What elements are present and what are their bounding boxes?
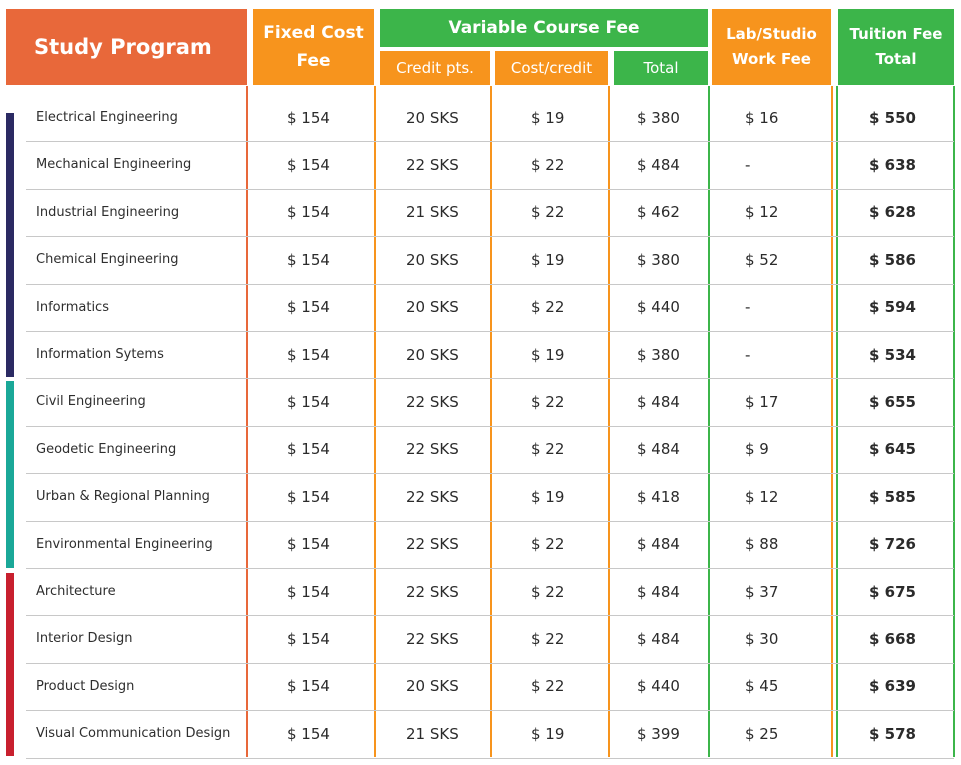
- tuition-total-cell: $ 726: [869, 535, 916, 554]
- lab-studio-fee-cell: $ 16: [745, 108, 779, 127]
- credit-points-cell: 20 SKS: [406, 298, 459, 317]
- variable-total-cell: $ 484: [637, 155, 680, 174]
- fixed-cost-fee-cell: $ 154: [287, 535, 330, 554]
- variable-total-cell: $ 399: [637, 724, 680, 743]
- program-name-cell: Informatics: [36, 299, 109, 315]
- credit-points-cell: 21 SKS: [406, 203, 459, 222]
- lab-studio-fee-cell: -: [745, 155, 751, 174]
- cost-per-credit-cell: $ 22: [531, 582, 565, 601]
- lab-studio-fee-cell: -: [745, 298, 751, 317]
- credit-points-cell: 22 SKS: [406, 392, 459, 411]
- credit-points-cell: 20 SKS: [406, 345, 459, 364]
- table-row: [26, 284, 954, 331]
- table-row: [26, 663, 954, 710]
- lab-studio-fee-cell: $ 25: [745, 724, 779, 743]
- fixed-cost-fee-cell: $ 154: [287, 392, 330, 411]
- header-cost-per-credit: Cost/credit: [495, 51, 608, 85]
- credit-points-cell: 22 SKS: [406, 629, 459, 648]
- cost-per-credit-cell: $ 22: [531, 677, 565, 696]
- lab-studio-fee-cell: $ 17: [745, 392, 779, 411]
- tuition-total-cell: $ 645: [869, 440, 916, 459]
- credit-points-cell: 22 SKS: [406, 440, 459, 459]
- fixed-cost-fee-cell: $ 154: [287, 677, 330, 696]
- cost-per-credit-cell: $ 19: [531, 724, 565, 743]
- fixed-cost-fee-cell: $ 154: [287, 582, 330, 601]
- credit-points-cell: 20 SKS: [406, 108, 459, 127]
- fixed-cost-fee-cell: $ 154: [287, 155, 330, 174]
- cost-per-credit-cell: $ 22: [531, 535, 565, 554]
- cost-per-credit-cell: $ 22: [531, 440, 565, 459]
- header-credit-pts: Credit pts.: [380, 51, 490, 85]
- table-row: [26, 615, 954, 662]
- header-lab-studio-work-fee: Lab/Studio Work Fee: [712, 9, 831, 85]
- variable-total-cell: $ 484: [637, 440, 680, 459]
- credit-points-cell: 20 SKS: [406, 250, 459, 269]
- fixed-cost-fee-cell: $ 154: [287, 440, 330, 459]
- variable-total-cell: $ 484: [637, 629, 680, 648]
- tuition-total-cell: $ 639: [869, 677, 916, 696]
- fixed-cost-fee-cell: $ 154: [287, 724, 330, 743]
- fixed-cost-fee-cell: $ 154: [287, 345, 330, 364]
- variable-total-cell: $ 484: [637, 392, 680, 411]
- header-variable-total: Total: [614, 51, 708, 85]
- lab-studio-fee-cell: $ 9: [745, 440, 769, 459]
- lab-studio-fee-cell: $ 52: [745, 250, 779, 269]
- table-row: [26, 141, 954, 188]
- program-name-cell: Architecture: [36, 584, 116, 599]
- table-row: [26, 378, 954, 425]
- group-bar-teal: [6, 381, 14, 568]
- credit-points-cell: 22 SKS: [406, 582, 459, 601]
- fixed-cost-fee-cell: $ 154: [287, 203, 330, 222]
- variable-total-cell: $ 380: [637, 345, 680, 364]
- lab-studio-fee-cell: $ 88: [745, 535, 779, 554]
- variable-total-cell: $ 418: [637, 487, 680, 506]
- table-row: [26, 189, 954, 236]
- fixed-cost-fee-cell: $ 154: [287, 250, 330, 269]
- variable-total-cell: $ 440: [637, 298, 680, 317]
- group-bar-navy: [6, 113, 14, 377]
- credit-points-cell: 20 SKS: [406, 677, 459, 696]
- tuition-total-cell: $ 594: [869, 298, 916, 317]
- fixed-cost-fee-cell: $ 154: [287, 629, 330, 648]
- tuition-total-cell: $ 668: [869, 629, 916, 648]
- cost-per-credit-cell: $ 22: [531, 155, 565, 174]
- variable-total-cell: $ 484: [637, 535, 680, 554]
- table-row: [26, 521, 954, 568]
- group-bar-red: [6, 573, 14, 756]
- header-study-program: Study Program: [6, 9, 247, 85]
- table-row: [26, 236, 954, 283]
- table-row: [26, 473, 954, 520]
- lab-studio-fee-cell: $ 37: [745, 582, 779, 601]
- program-name-cell: Visual Communication Design: [36, 726, 231, 742]
- tuition-total-cell: $ 638: [869, 155, 916, 174]
- row-divider: [26, 758, 954, 759]
- lab-studio-fee-cell: -: [745, 345, 751, 364]
- cost-per-credit-cell: $ 19: [531, 108, 565, 127]
- credit-points-cell: 22 SKS: [406, 155, 459, 174]
- header-variable-course-fee: Variable Course Fee: [380, 9, 708, 47]
- cost-per-credit-cell: $ 22: [531, 298, 565, 317]
- lab-studio-fee-cell: $ 12: [745, 487, 779, 506]
- lab-studio-fee-cell: $ 30: [745, 629, 779, 648]
- tuition-total-cell: $ 585: [869, 487, 916, 506]
- variable-total-cell: $ 462: [637, 203, 680, 222]
- tuition-total-cell: $ 655: [869, 392, 916, 411]
- program-name-cell: Industrial Engineering: [36, 204, 180, 220]
- program-name-cell: Interior Design: [36, 631, 133, 647]
- tuition-total-cell: $ 534: [869, 345, 916, 364]
- credit-points-cell: 22 SKS: [406, 535, 459, 554]
- variable-total-cell: $ 380: [637, 108, 680, 127]
- fixed-cost-fee-cell: $ 154: [287, 298, 330, 317]
- lab-studio-fee-cell: $ 12: [745, 203, 779, 222]
- credit-points-cell: 22 SKS: [406, 487, 459, 506]
- program-name-cell: Geodetic Engineering: [36, 441, 177, 457]
- tuition-total-cell: $ 628: [869, 203, 916, 222]
- cost-per-credit-cell: $ 19: [531, 487, 565, 506]
- program-name-cell: Civil Engineering: [36, 394, 146, 410]
- table-row: [26, 331, 954, 378]
- table-row: [26, 426, 954, 473]
- tuition-total-cell: $ 586: [869, 250, 916, 269]
- header-fixed-cost-fee: Fixed Cost Fee: [253, 9, 374, 85]
- header-tuition-fee-total: Tuition Fee Total: [838, 9, 954, 85]
- tuition-total-cell: $ 550: [869, 108, 916, 127]
- variable-total-cell: $ 484: [637, 582, 680, 601]
- program-name-cell: Information Sytems: [36, 347, 164, 362]
- program-name-cell: Mechanical Engineering: [36, 157, 192, 173]
- program-name-cell: Chemical Engineering: [36, 252, 179, 268]
- program-name-cell: Product Design: [36, 678, 135, 694]
- program-name-cell: Environmental Engineering: [36, 536, 213, 552]
- cost-per-credit-cell: $ 22: [531, 629, 565, 648]
- table-row: [26, 568, 954, 615]
- table-row: [26, 710, 954, 757]
- tuition-total-cell: $ 578: [869, 724, 916, 743]
- cost-per-credit-cell: $ 19: [531, 345, 565, 364]
- fixed-cost-fee-cell: $ 154: [287, 487, 330, 506]
- cost-per-credit-cell: $ 22: [531, 203, 565, 222]
- variable-total-cell: $ 440: [637, 677, 680, 696]
- fixed-cost-fee-cell: $ 154: [287, 108, 330, 127]
- cost-per-credit-cell: $ 22: [531, 392, 565, 411]
- credit-points-cell: 21 SKS: [406, 724, 459, 743]
- program-name-cell: Urban & Regional Planning: [36, 489, 210, 505]
- cost-per-credit-cell: $ 19: [531, 250, 565, 269]
- variable-total-cell: $ 380: [637, 250, 680, 269]
- tuition-total-cell: $ 675: [869, 582, 916, 601]
- lab-studio-fee-cell: $ 45: [745, 677, 779, 696]
- table-row: [26, 94, 954, 141]
- program-name-cell: Electrical Engineering: [36, 110, 178, 125]
